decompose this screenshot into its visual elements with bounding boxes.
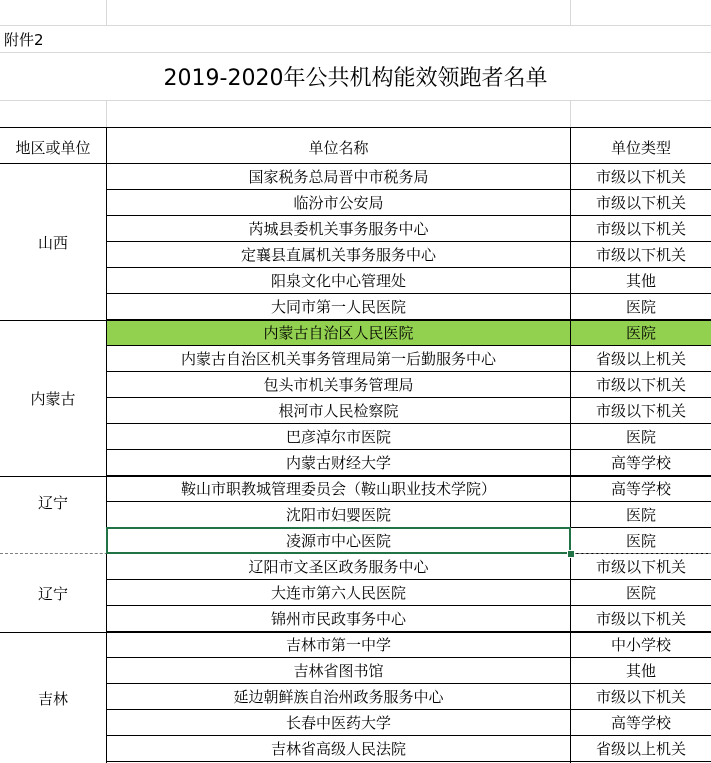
- page-title: 2019-2020年公共机构能效领跑者名单: [163, 66, 548, 91]
- header-type: 单位类型: [610, 139, 671, 157]
- fill-handle[interactable]: [567, 550, 575, 558]
- unit-type-cell[interactable]: 其他: [625, 272, 656, 290]
- unit-name-cell[interactable]: 国家税务总局晋中市税务局: [248, 168, 429, 186]
- unit-name-cell[interactable]: 内蒙古自治区人民医院: [263, 324, 414, 342]
- unit-name-cell[interactable]: 大同市第一人民医院: [270, 298, 406, 316]
- region-cell-jilin[interactable]: 吉林: [37, 689, 68, 708]
- unit-type-cell[interactable]: 市级以下机关: [595, 168, 686, 186]
- region-cell-liaoning-a[interactable]: 辽宁: [37, 493, 68, 512]
- header-region: 地区或单位: [15, 139, 91, 157]
- unit-name-cell[interactable]: 包头市机关事务管理局: [263, 376, 414, 394]
- region-cell-liaoning-b[interactable]: 辽宁: [37, 584, 68, 603]
- unit-type-cell[interactable]: 高等学校: [610, 480, 671, 498]
- unit-type-cell[interactable]: 医院: [625, 428, 656, 446]
- header-name: 单位名称: [308, 139, 369, 157]
- unit-type-cell[interactable]: 医院: [625, 324, 656, 342]
- unit-type-cell[interactable]: 中小学校: [610, 636, 671, 654]
- unit-type-cell[interactable]: 医院: [625, 584, 656, 602]
- unit-name-cell[interactable]: 内蒙古自治区机关事务管理局第一后勤服务中心: [180, 350, 496, 368]
- unit-name-cell[interactable]: 大连市第六人民医院: [270, 584, 406, 602]
- unit-type-cell[interactable]: 省级以上机关: [595, 350, 686, 368]
- unit-type-cell[interactable]: 医院: [625, 532, 656, 550]
- unit-name-cell[interactable]: 吉林市第一中学: [285, 636, 391, 654]
- unit-name-cell[interactable]: 凌源市中心医院: [285, 532, 391, 550]
- unit-name-cell[interactable]: 吉林省高级人民法院: [270, 740, 406, 758]
- unit-type-cell[interactable]: 市级以下机关: [595, 558, 686, 576]
- attachment-label: 附件2: [4, 30, 44, 49]
- unit-type-cell[interactable]: 医院: [625, 506, 656, 524]
- unit-name-cell[interactable]: 临汾市公安局: [293, 194, 384, 212]
- unit-type-cell[interactable]: 市级以下机关: [595, 194, 686, 212]
- unit-name-cell[interactable]: 沈阳市妇婴医院: [285, 506, 391, 524]
- unit-name-cell[interactable]: 阳泉文化中心管理处: [270, 272, 406, 290]
- unit-type-cell[interactable]: 高等学校: [610, 714, 671, 732]
- unit-name-cell[interactable]: 鞍山市职教城管理委员会（鞍山职业技术学院）: [180, 480, 496, 498]
- region-cell-shanxi[interactable]: 山西: [37, 233, 68, 252]
- unit-type-cell[interactable]: 市级以下机关: [595, 402, 686, 420]
- unit-name-cell[interactable]: 根河市人民检察院: [278, 402, 399, 420]
- selected-cell-outline: [106, 527, 571, 554]
- unit-name-cell[interactable]: 长春中医药大学: [285, 714, 391, 732]
- unit-name-cell[interactable]: 内蒙古财经大学: [285, 454, 391, 472]
- unit-name-cell[interactable]: 巴彦淖尔市医院: [285, 428, 391, 446]
- unit-type-cell[interactable]: 其他: [625, 662, 656, 680]
- unit-type-cell[interactable]: 市级以下机关: [595, 376, 686, 394]
- unit-name-cell[interactable]: 芮城县委机关事务服务中心: [248, 220, 429, 238]
- unit-type-cell[interactable]: 省级以上机关: [595, 740, 686, 758]
- unit-type-cell[interactable]: 医院: [625, 298, 656, 316]
- unit-type-cell[interactable]: 市级以下机关: [595, 688, 686, 706]
- unit-type-cell[interactable]: 市级以下机关: [595, 246, 686, 264]
- unit-name-cell[interactable]: 辽阳市文圣区政务服务中心: [248, 558, 429, 576]
- unit-name-cell[interactable]: 锦州市民政事务中心: [270, 610, 406, 628]
- unit-type-cell[interactable]: 市级以下机关: [595, 220, 686, 238]
- region-cell-neimenggu[interactable]: 内蒙古: [30, 390, 76, 408]
- unit-name-cell[interactable]: 吉林省图书馆: [293, 662, 384, 680]
- unit-type-cell[interactable]: 高等学校: [610, 454, 671, 472]
- unit-name-cell[interactable]: 延边朝鲜族自治州政务服务中心: [233, 688, 444, 706]
- unit-type-cell[interactable]: 市级以下机关: [595, 610, 686, 628]
- unit-name-cell[interactable]: 定襄县直属机关事务服务中心: [240, 246, 436, 264]
